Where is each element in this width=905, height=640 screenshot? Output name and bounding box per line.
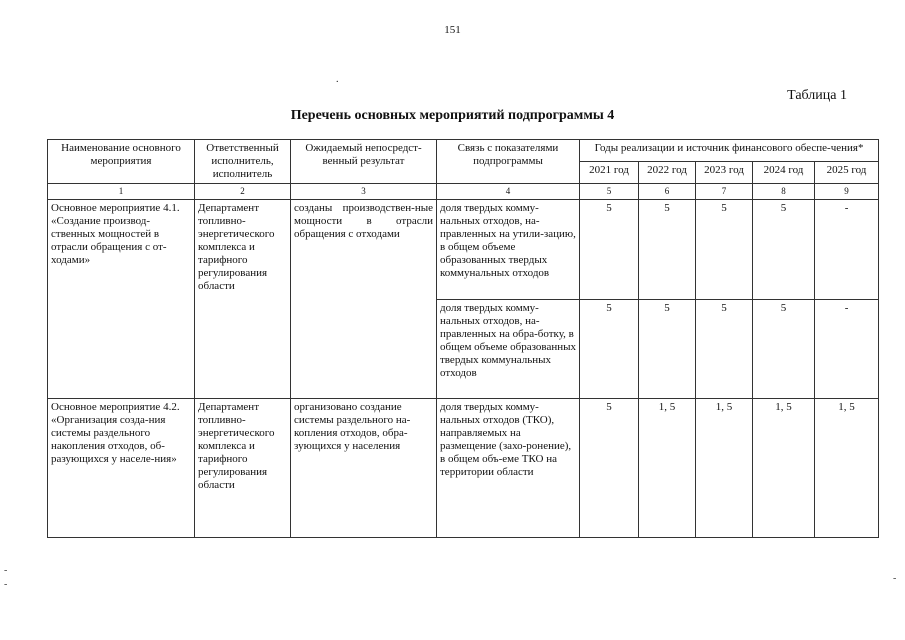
activity-name: Основное мероприятие 4.2. «Организация созда-ния системы раздельного накопления отходов, об-разующихся у населе-ния»	[48, 399, 195, 538]
header-indicators: Связь с показателями подпрограммы	[437, 140, 580, 184]
header-year: 2022 год	[639, 162, 696, 184]
column-number-row	[48, 184, 879, 200]
indicator-value: 5	[696, 200, 753, 300]
activity-executor: Департамент топливно-энергетического комплекса и тарифного регулирования области	[195, 399, 291, 538]
header-year: 2021 год	[580, 162, 639, 184]
header-year: 2024 год	[753, 162, 815, 184]
activity-result: организовано создание системы раздельного на-копления отходов, обра-зующихся у населения	[291, 399, 437, 538]
edge-mark-left-top: -	[4, 565, 8, 576]
activity-name: Основное мероприятие 4.1. «Создание производ-ственных мощностей в отрасли обращения с от-ходами»	[48, 200, 195, 399]
edge-mark-right: -	[893, 573, 897, 584]
header-year: 2023 год	[696, 162, 753, 184]
header-executor: Ответственный исполнитель, исполнитель	[195, 140, 291, 184]
column-number: 8	[753, 184, 815, 200]
activity-executor: Департамент топливно-энергетического комплекса и тарифного регулирования области	[195, 200, 291, 399]
activity-result: созданы производствен-ные мощности в отрасли обращения с отходами	[291, 200, 437, 399]
indicator-value: 5	[639, 300, 696, 399]
column-number: 4	[437, 184, 580, 200]
document-title: Перечень основных мероприятий подпрограммы 4	[290, 108, 615, 123]
indicator-value: 5	[639, 200, 696, 300]
table-row	[48, 200, 879, 300]
activities-table	[47, 139, 879, 538]
column-number: 9	[815, 184, 879, 200]
indicator-text: доля твердых комму-нальных отходов (ТКО), направляемых на размещение (захо-ронение), в общем объ-еме ТКО на территории области	[437, 399, 580, 538]
column-number: 2	[195, 184, 291, 200]
stray-dot: .	[336, 74, 339, 85]
header-year: 2025 год	[815, 162, 879, 184]
indicator-value: -	[815, 300, 879, 399]
column-number: 5	[580, 184, 639, 200]
column-number: 7	[696, 184, 753, 200]
indicator-value: 5	[753, 300, 815, 399]
indicator-value: 1, 5	[815, 399, 879, 538]
indicator-value: 5	[580, 300, 639, 399]
header-result: Ожидаемый непосредст-венный результат	[291, 140, 437, 184]
header-name: Наименование основного мероприятия	[48, 140, 195, 184]
indicator-value: 1, 5	[639, 399, 696, 538]
indicator-value: 5	[753, 200, 815, 300]
table-label: Таблица 1	[787, 88, 847, 103]
column-number: 6	[639, 184, 696, 200]
indicator-text: доля твердых комму-нальных отходов, на-правленных на утили-зацию, в общем объеме образованных твердых коммунальных отходов	[437, 200, 580, 300]
table-row	[48, 399, 879, 538]
indicator-value: 5	[580, 200, 639, 300]
page-number: 151	[444, 24, 461, 36]
header-row	[48, 140, 879, 162]
indicator-value: 1, 5	[753, 399, 815, 538]
column-number: 3	[291, 184, 437, 200]
indicator-value: 5	[580, 399, 639, 538]
indicator-value: -	[815, 200, 879, 300]
indicator-text: доля твердых комму-нальных отходов, на-правленных на обра-ботку, в общем объеме образованных твердых коммунальных отходов	[437, 300, 580, 399]
edge-mark-left-bottom: -	[4, 579, 8, 590]
indicator-value: 1, 5	[696, 399, 753, 538]
indicator-value: 5	[696, 300, 753, 399]
header-years-group: Годы реализации и источник финансового обеспе-чения*	[580, 140, 879, 162]
column-number: 1	[48, 184, 195, 200]
